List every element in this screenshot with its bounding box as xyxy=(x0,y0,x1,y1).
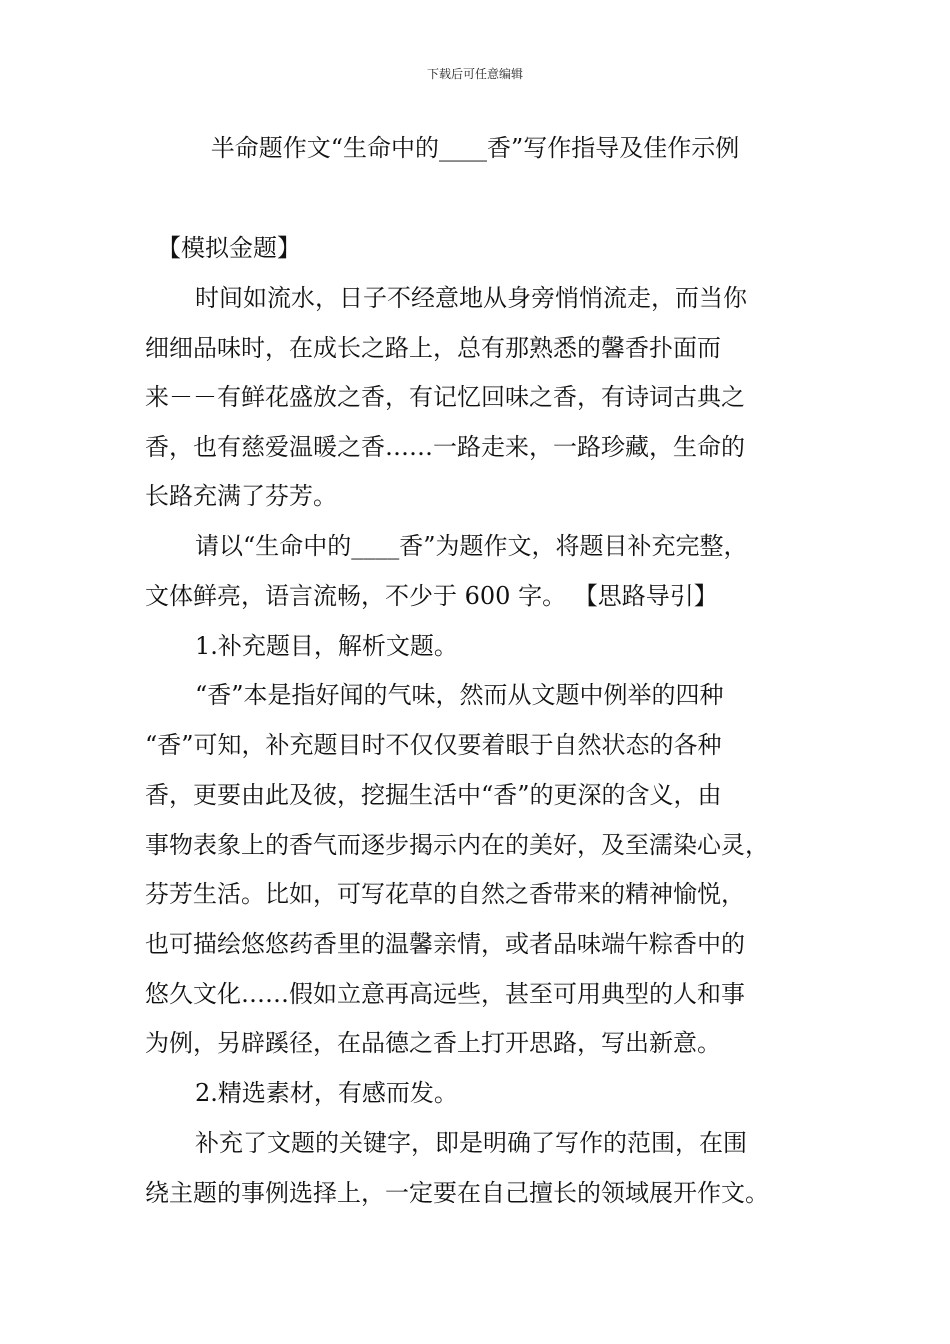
page-header: 下载后可任意编辑 xyxy=(426,67,523,81)
paragraph-line: 为例，另辟蹊径，在品德之香上打开思路，写出新意。 xyxy=(145,1029,721,1057)
subheading: 1.补充题目，解析文题。 xyxy=(195,632,458,660)
paragraph-line: 文体鲜亮，语言流畅，不少于 600 字。 【思路导引】 xyxy=(145,582,718,610)
paragraph-line: “香”可知，补充题目时不仅仅要着眼于自然状态的各种 xyxy=(145,731,722,759)
paragraph-line: 香，更要由此及彼，挖掘生活中“香”的更深的含义，由 xyxy=(145,781,722,809)
paragraph-line: 补充了文题的关键字，即是明确了写作的范围，在围 xyxy=(195,1129,747,1157)
document-title: 半命题作文“生命中的____香”写作指导及佳作示例 xyxy=(210,134,740,162)
paragraph-line: “香”本是指好闻的气味，然而从文题中例举的四种 xyxy=(195,681,724,709)
paragraph-line: 细细品味时，在成长之路上，总有那熟悉的馨香扑面而 xyxy=(145,334,721,362)
paragraph-line: 也可描绘悠悠药香里的温馨亲情，或者品味端午粽香中的 xyxy=(145,930,745,958)
paragraph-line: 绕主题的事例选择上，一定要在自己擅长的领域展开作文。 xyxy=(145,1179,769,1207)
paragraph-line: 请以“生命中的____香”为题作文，将题目补充完整， xyxy=(195,532,748,560)
paragraph-line: 芬芳生活。比如，可写花草的自然之香带来的精神愉悦， xyxy=(145,880,745,908)
paragraph-line: 事物表象上的香气而逐步揭示内在的美好，及至濡染心灵， xyxy=(145,831,769,859)
paragraph-line: 来－－有鲜花盛放之香，有记忆回味之香，有诗词古典之 xyxy=(145,383,745,411)
paragraph-line: 香，也有慈爱温暖之香……一路走来，一路珍藏，生命的 xyxy=(145,433,745,461)
subheading: 2.精选素材，有感而发。 xyxy=(195,1079,458,1107)
section-heading: 【模拟金题】 xyxy=(157,234,301,262)
paragraph-line: 时间如流水，日子不经意地从身旁悄悄流走，而当你 xyxy=(195,284,747,312)
paragraph-line: 悠久文化……假如立意再高远些，甚至可用典型的人和事 xyxy=(145,980,745,1008)
paragraph-line: 长路充满了芬芳。 xyxy=(145,482,337,510)
